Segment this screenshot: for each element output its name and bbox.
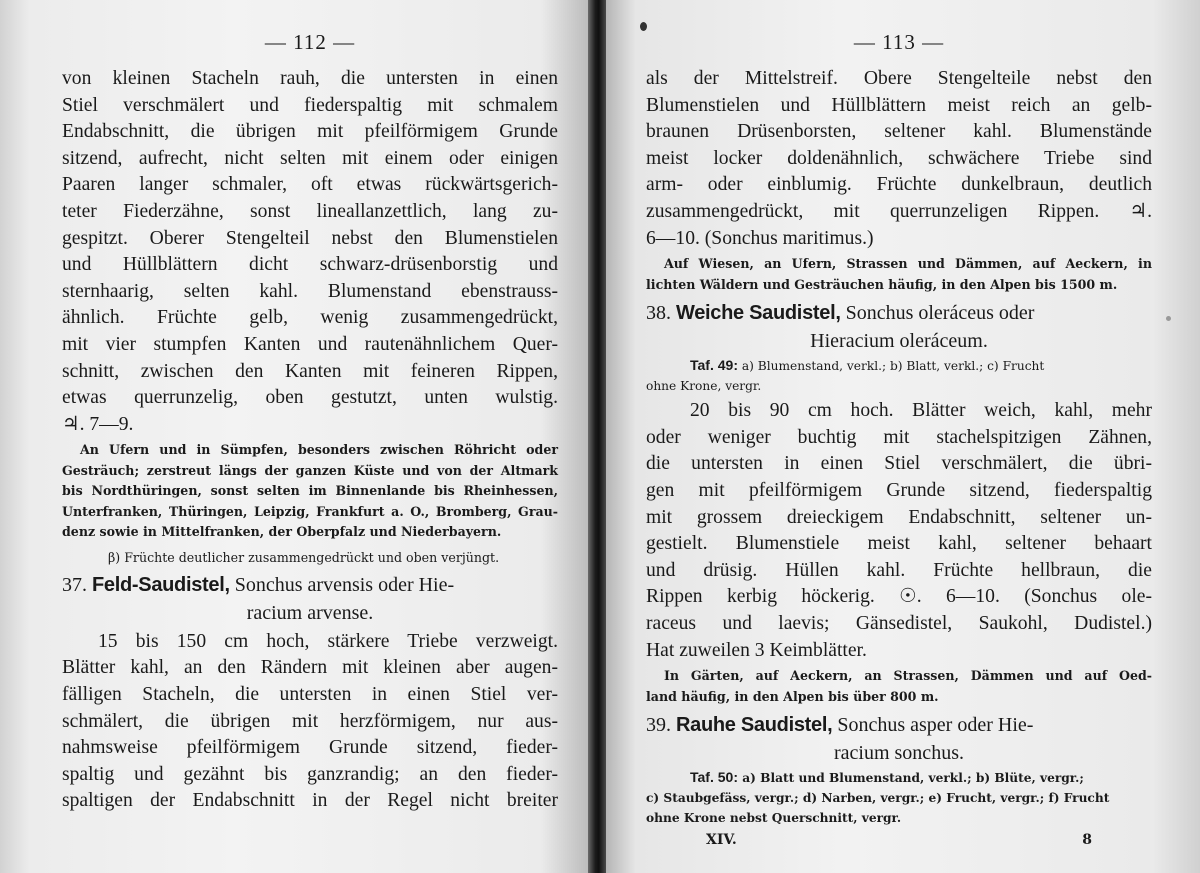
right-habitat-note-2 bbox=[646, 666, 1152, 707]
text-line: und drüsig. Hüllen kahl. Früchte hellbraun, die bbox=[646, 559, 1152, 581]
text-line: 15 bis 150 cm hoch, stärkere Triebe verzweigt. bbox=[98, 630, 558, 652]
text-line: braunen Drüsenborsten, seltener kahl. Blumenstände bbox=[646, 121, 1152, 143]
text-line: 6—10. (Sonchus maritimus.) bbox=[646, 227, 874, 249]
page-number-112: — 112 — bbox=[264, 30, 356, 54]
species-latin-name: Sonchus arvensis oder Hie- bbox=[234, 573, 455, 596]
text-line: raceus und laevis; Gänsedistel, Saukohl, Dudistel.) bbox=[646, 612, 1152, 634]
text-line: ähnlich. Früchte gelb, wenig zusammengedrückt, bbox=[62, 307, 558, 329]
habitat-line: denz sowie in Mittelfranken, der Oberpfalz und Niederbayern. bbox=[62, 524, 502, 540]
print-speck bbox=[640, 22, 647, 31]
text-line: spaltigen der Endabschnitt in der Regel nicht breiter bbox=[62, 790, 558, 812]
text-line: Stiel verschmälert und fiederspaltig mit schmalem bbox=[62, 94, 558, 116]
text-line: und Hüllblättern dicht schwarz-drüsenborstig und bbox=[62, 254, 558, 276]
plate-50-caption bbox=[646, 767, 1152, 828]
text-line: gen mit pfeilförmigem Grunde sitzend, fiederspaltig bbox=[646, 479, 1152, 501]
sheet-number: 8 bbox=[1082, 832, 1092, 849]
species-common-name: Weiche Saudistel, bbox=[676, 302, 841, 325]
plate-label: Taf. 49: bbox=[690, 357, 738, 374]
right-habitat-note-1 bbox=[646, 254, 1152, 295]
text-line: meist locker doldenähnlich, schwächere Triebe sind bbox=[646, 147, 1152, 169]
plate-caption-text: ohne Krone nebst Querschnitt, vergr. bbox=[646, 811, 902, 826]
habitat-line: bis Nordthüringen, sonst selten im Binnenlande bis Rheinhessen, bbox=[62, 483, 558, 499]
text-line: mit vier stumpfen Kanten und rautenähnlichem Quer- bbox=[62, 333, 558, 355]
text-line: ♃. 7—9. bbox=[62, 413, 134, 435]
species-38-heading bbox=[646, 299, 1152, 355]
text-line: oder weniger buchtig mit stachelspitzigen Zähnen, bbox=[646, 426, 1152, 448]
right-paragraph-1 bbox=[646, 66, 1152, 252]
species-number: 39. bbox=[646, 714, 671, 737]
species-common-name: Feld-Saudistel, bbox=[92, 573, 230, 596]
text-line: Hat zuweilen 3 Keimblätter. bbox=[646, 639, 867, 661]
text-line: schmälert, die übrigen mit herzförmigem, nur aus- bbox=[62, 710, 558, 732]
text-line: Endabschnitt, die übrigen mit pfeilförmigem Grunde bbox=[62, 121, 558, 143]
left-paragraph-1 bbox=[62, 66, 558, 438]
species-latin-name-cont: Hieracium oleráceum. bbox=[810, 330, 988, 353]
species-latin-name-cont: racium sonchus. bbox=[834, 742, 964, 765]
text-line: mit grossem dreieckigem Endabschnitt, seltener un- bbox=[646, 506, 1152, 528]
text-line: zusammengedrückt, mit querrunzeligen Rippen. ♃. bbox=[646, 200, 1152, 222]
page-number-113: — 113 — bbox=[853, 30, 945, 54]
habitat-line: lichten Wäldern und Gesträuchen häufig, in den Alpen bis 1500 m. bbox=[646, 276, 1118, 292]
text-line: sitzend, aufrecht, nicht selten mit einem oder einigen bbox=[62, 147, 558, 169]
plate-label: Taf. 50: bbox=[690, 769, 738, 786]
left-page bbox=[0, 0, 588, 873]
plate-caption-text: ohne Krone, vergr. bbox=[646, 379, 762, 394]
habitat-line: Auf Wiesen, an Ufern, Strassen und Dämmen, auf Aeckern, in bbox=[664, 256, 1152, 272]
text-line: Paaren langer schmaler, oft etwas rückwärtsgerich- bbox=[62, 174, 558, 196]
species-number: 38. bbox=[646, 302, 671, 325]
habitat-line: Unterfranken, Thüringen, Leipzig, Frankfurt a. O., Bromberg, Grau- bbox=[62, 503, 558, 519]
species-number: 37. bbox=[62, 573, 87, 596]
text-line: von kleinen Stacheln rauh, die untersten in einen bbox=[62, 68, 558, 89]
plate-49-caption bbox=[646, 355, 1152, 396]
text-line: die untersten in einen Stiel verschmälert, die übri- bbox=[646, 453, 1152, 475]
left-habitat-note bbox=[62, 440, 558, 543]
right-paragraph-2 bbox=[646, 398, 1152, 664]
text-line: schnitt, zwischen den Kanten mit feineren Rippen, bbox=[62, 360, 558, 382]
text-line: arm- oder einblumig. Früchte dunkelbraun, deutlich bbox=[646, 174, 1152, 196]
plate-caption-text: a) Blatt und Blumenstand, verkl.; b) Blüte, vergr.; bbox=[742, 771, 1084, 786]
text-line: Rippen kerbig höckerig. ☉. 6—10. (Sonchus ole- bbox=[646, 586, 1152, 608]
text-line: fälligen Stacheln, die untersten in einen Stiel ver- bbox=[62, 684, 558, 705]
species-39-heading bbox=[646, 711, 1152, 767]
print-speck bbox=[1166, 316, 1171, 321]
book-gutter bbox=[588, 0, 606, 873]
text-line: sternhaarig, selten kahl. Blumenstand ebenstrauss- bbox=[62, 280, 558, 302]
species-37-heading bbox=[62, 571, 558, 627]
text-line: gespitzt. Oberer Stengelteil nebst den Blumenstielen bbox=[62, 227, 558, 249]
text-line: etwas querrunzelig, oben gestutzt, unten wulstig. bbox=[62, 387, 558, 409]
habitat-line: Gesträuch; zerstreut längs der ganzen Küste und von der Altmark bbox=[62, 462, 558, 478]
signature-row bbox=[646, 828, 1152, 848]
habitat-line: In Gärten, auf Aeckern, an Strassen, Dämmen und auf Oed- bbox=[664, 668, 1152, 684]
text-line: gestielt. Blumenstiele meist kahl, seltener behaart bbox=[646, 533, 1152, 555]
text-line: nahmsweise pfeilförmigem Grunde sitzend, fieder- bbox=[62, 737, 558, 759]
text-line: 20 bis 90 cm hoch. Blätter weich, kahl, mehr bbox=[690, 400, 1152, 422]
habitat-line: land häufig, in den Alpen bis über 800 m. bbox=[646, 688, 939, 704]
habitat-line: An Ufern und in Sümpfen, besonders zwischen Röhricht oder bbox=[80, 442, 558, 458]
text-line: spaltig und gezähnt bis ganzrandig; an den fieder- bbox=[62, 763, 558, 785]
text-line: teter Fiederzähne, sonst lineallanzettlich, lang zu- bbox=[62, 200, 558, 222]
plate-caption-text: a) Blumenstand, verkl.; b) Blatt, verkl.; c) Frucht bbox=[741, 359, 1045, 374]
species-latin-name: Sonchus oleráceus oder bbox=[845, 302, 1035, 325]
right-page bbox=[606, 0, 1200, 873]
text-line: Blätter kahl, an den Rändern mit kleinen aber augen- bbox=[62, 657, 558, 679]
species-common-name: Rauhe Saudistel, bbox=[676, 714, 833, 737]
left-paragraph-2 bbox=[62, 629, 558, 815]
species-latin-name-cont: racium arvense. bbox=[246, 601, 374, 624]
plate-caption-text: c) Staubgefäss, vergr.; d) Narben, vergr.; e) Frucht, vergr.; f) Frucht bbox=[646, 791, 1110, 806]
variety-beta-note: β) Früchte deutlicher zusammengedrückt und oben verjüngt. bbox=[108, 549, 500, 565]
signature-mark: XIV. bbox=[706, 832, 737, 849]
text-line: als der Mittelstreif. Obere Stengelteile nebst den bbox=[646, 68, 1152, 89]
text-line: Blumenstielen und Hüllblättern meist reich an gelb- bbox=[646, 94, 1152, 116]
species-latin-name: Sonchus asper oder Hie- bbox=[837, 714, 1034, 737]
